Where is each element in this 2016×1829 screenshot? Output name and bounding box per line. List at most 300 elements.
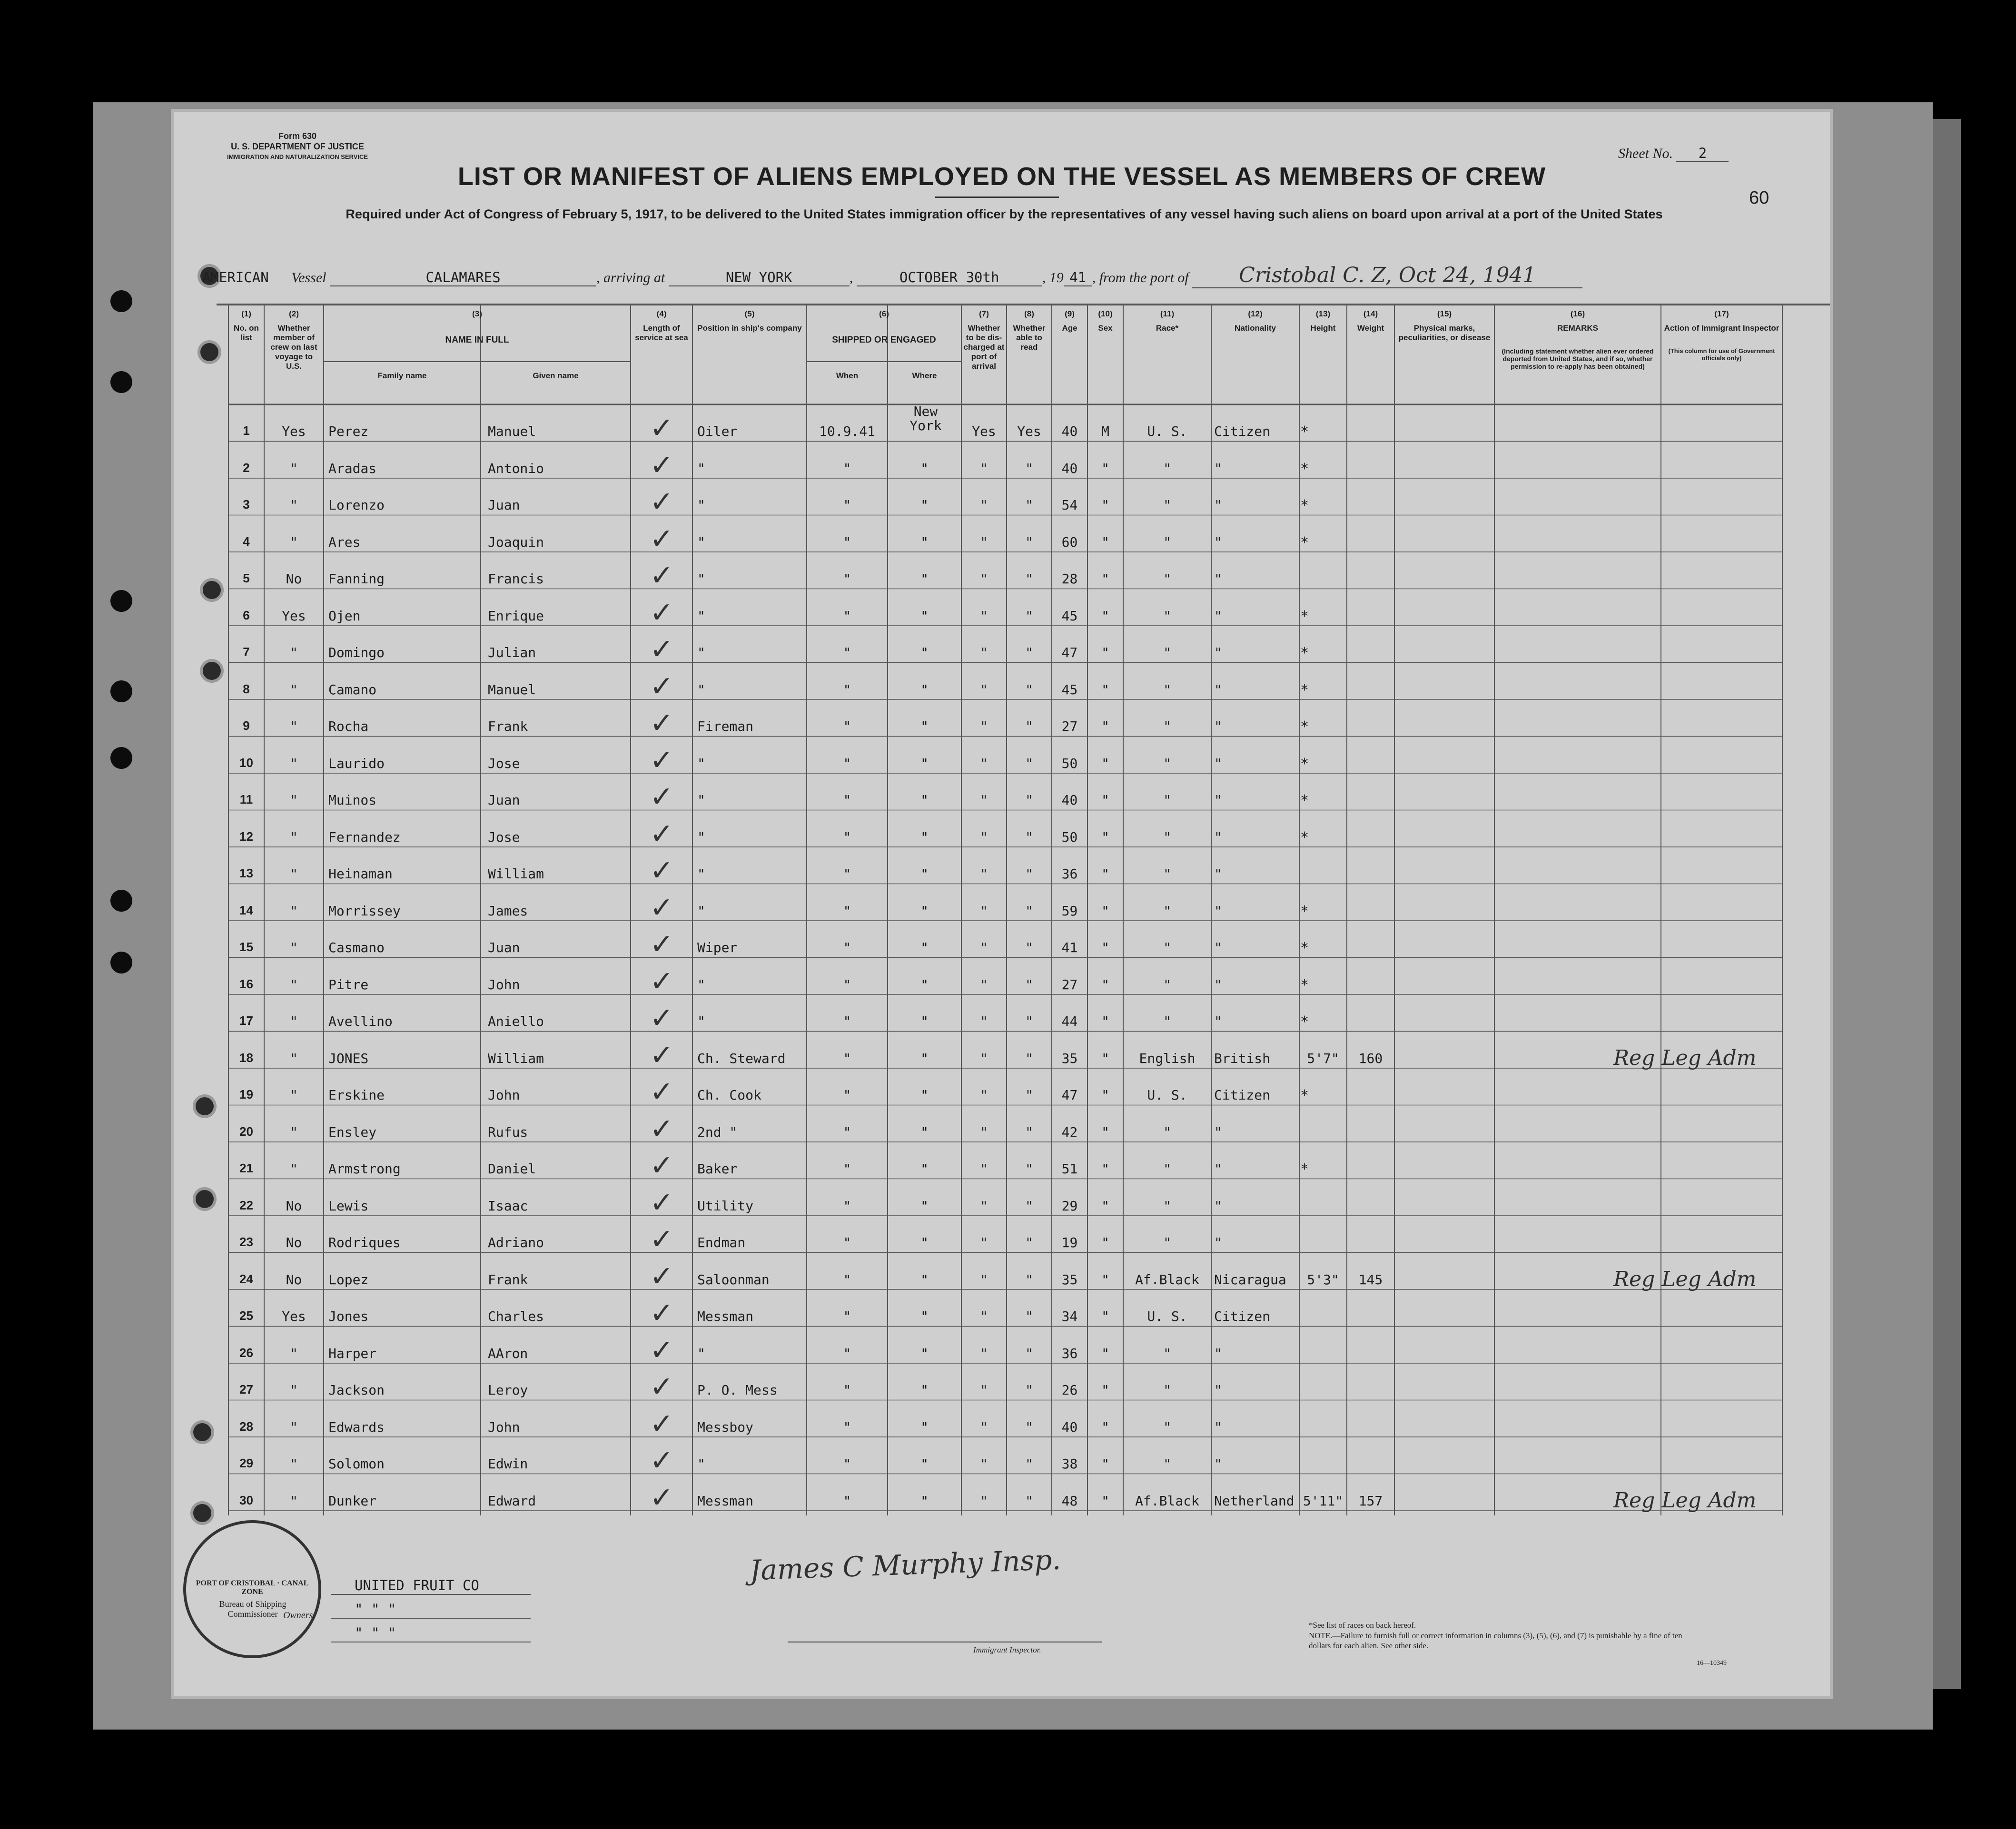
race: " bbox=[1163, 1161, 1171, 1177]
given-name: John bbox=[488, 1087, 520, 1103]
position: " bbox=[697, 756, 705, 771]
sex: " bbox=[1101, 792, 1109, 808]
shipped-where: " bbox=[920, 977, 929, 993]
sex: M bbox=[1101, 423, 1109, 439]
given-name: Juan bbox=[488, 792, 520, 808]
age: 28 bbox=[1061, 571, 1078, 587]
signature-caption: Immigrant Inspector. bbox=[973, 1645, 1041, 1654]
family-name: Dunker bbox=[328, 1493, 377, 1509]
column-header: NAME IN FULL bbox=[445, 335, 509, 345]
position: Oiler bbox=[697, 423, 738, 439]
company-name: UNITED FRUIT CO bbox=[355, 1577, 479, 1593]
column-number: (6) bbox=[879, 309, 889, 318]
family-name: Erskine bbox=[328, 1087, 385, 1103]
age: 50 bbox=[1061, 756, 1078, 771]
nationality: " bbox=[1214, 1456, 1222, 1472]
check-mark-icon: ✓ bbox=[650, 1186, 674, 1219]
check-mark-icon: ✓ bbox=[650, 817, 674, 851]
shipped-when: " bbox=[843, 829, 851, 845]
race: " bbox=[1163, 1235, 1171, 1250]
stamp-outer-text: PORT OF CRISTOBAL · CANAL ZONE bbox=[196, 1579, 309, 1596]
position: " bbox=[697, 1456, 705, 1472]
nationality: " bbox=[1214, 756, 1222, 771]
last-voyage-flag: " bbox=[290, 1493, 298, 1509]
discharged-flag: " bbox=[980, 1456, 988, 1472]
row-number: 8 bbox=[243, 682, 250, 696]
nationality: Netherland bbox=[1214, 1493, 1295, 1509]
check-mark-icon: ✓ bbox=[650, 1297, 674, 1330]
last-voyage-flag: " bbox=[290, 866, 298, 882]
age: 40 bbox=[1061, 792, 1078, 808]
sex: " bbox=[1101, 718, 1109, 734]
column-subheader: When bbox=[836, 371, 859, 380]
given-name: Joaquin bbox=[488, 534, 544, 550]
sex: " bbox=[1101, 1419, 1109, 1435]
row-number: 10 bbox=[239, 756, 253, 770]
age: 35 bbox=[1061, 1051, 1078, 1066]
age: 34 bbox=[1061, 1308, 1078, 1324]
race-star: * bbox=[1300, 1161, 1309, 1178]
given-name: Frank bbox=[488, 718, 528, 734]
shipped-where: New York bbox=[909, 403, 942, 433]
column-header: Age bbox=[1062, 324, 1077, 333]
given-name: Juan bbox=[488, 940, 520, 955]
discharged-flag: " bbox=[980, 1346, 988, 1361]
age: 36 bbox=[1061, 866, 1078, 882]
given-name: James bbox=[488, 903, 528, 919]
discharged-flag: " bbox=[980, 1308, 988, 1324]
nationality: British bbox=[1214, 1051, 1271, 1066]
race-star: * bbox=[1300, 461, 1309, 477]
binder-hole bbox=[110, 371, 132, 393]
last-voyage-flag: " bbox=[290, 940, 298, 955]
race-star: * bbox=[1300, 1087, 1309, 1104]
sex: " bbox=[1101, 1124, 1109, 1140]
family-name: Heinaman bbox=[328, 866, 393, 882]
read-flag: " bbox=[1025, 1013, 1033, 1029]
last-voyage-flag: " bbox=[290, 903, 298, 919]
given-name: Antonio bbox=[488, 461, 544, 476]
race-star: * bbox=[1300, 756, 1309, 772]
row-number: 29 bbox=[239, 1456, 253, 1470]
last-voyage-flag: Yes bbox=[282, 608, 306, 624]
shipped-where: " bbox=[920, 608, 929, 624]
row-number: 22 bbox=[239, 1198, 253, 1212]
form-number: Form 630 bbox=[278, 131, 317, 141]
race: " bbox=[1163, 1013, 1171, 1029]
given-name: Manuel bbox=[488, 423, 536, 439]
family-name: Camano bbox=[328, 682, 377, 698]
nationality: " bbox=[1214, 866, 1222, 882]
nationality: " bbox=[1214, 829, 1222, 845]
sex: " bbox=[1101, 1087, 1109, 1103]
family-name: Rocha bbox=[328, 718, 369, 734]
last-voyage-flag: " bbox=[290, 1161, 298, 1177]
discharged-flag: " bbox=[980, 682, 988, 698]
race: " bbox=[1163, 1382, 1171, 1398]
check-mark-icon: ✓ bbox=[650, 928, 674, 961]
shipped-where: " bbox=[920, 571, 929, 587]
shipped-where: " bbox=[920, 866, 929, 882]
read-flag: " bbox=[1025, 866, 1033, 882]
position: Ch. Cook bbox=[697, 1087, 761, 1103]
given-name: Frank bbox=[488, 1272, 528, 1288]
position: Utility bbox=[697, 1198, 754, 1214]
race: " bbox=[1163, 1419, 1171, 1435]
column-header: Position in ship's company bbox=[697, 324, 802, 333]
race: Af.Black bbox=[1135, 1493, 1199, 1509]
position: " bbox=[697, 829, 705, 845]
last-voyage-flag: No bbox=[286, 1198, 302, 1214]
read-flag: " bbox=[1025, 1382, 1033, 1398]
given-name: John bbox=[488, 1419, 520, 1435]
shipped-when: " bbox=[843, 1124, 851, 1140]
discharged-flag: " bbox=[980, 829, 988, 845]
manifest-page bbox=[174, 112, 1830, 1696]
column-number: (11) bbox=[1160, 309, 1175, 318]
voyage-line: AMERICAN Vessel CALAMARES , arriving at NEW YORK , OCTOBER 30th , 19 41 , from the port of Cristobal C. Z, Oct 24, 1941 bbox=[202, 263, 1820, 288]
check-mark-icon: ✓ bbox=[650, 596, 674, 629]
sex: " bbox=[1101, 1013, 1109, 1029]
last-voyage-flag: " bbox=[290, 829, 298, 845]
shipped-where: " bbox=[920, 718, 929, 734]
given-name: William bbox=[488, 1051, 544, 1066]
position: 2nd " bbox=[697, 1124, 738, 1140]
age: 47 bbox=[1061, 645, 1078, 660]
position: Fireman bbox=[697, 718, 754, 734]
shipped-where: " bbox=[920, 1456, 929, 1472]
column-number: (10) bbox=[1098, 309, 1113, 318]
race: " bbox=[1163, 718, 1171, 734]
check-mark-icon: ✓ bbox=[650, 522, 674, 556]
shipped-when: " bbox=[843, 756, 851, 771]
race: " bbox=[1163, 977, 1171, 993]
given-name: Jose bbox=[488, 829, 520, 845]
shipped-where: " bbox=[920, 682, 929, 698]
position: Messman bbox=[697, 1308, 754, 1324]
shipped-when: " bbox=[843, 645, 851, 660]
position: " bbox=[697, 461, 705, 476]
race: " bbox=[1163, 1124, 1171, 1140]
binder-hole bbox=[110, 747, 132, 769]
read-flag: " bbox=[1025, 1198, 1033, 1214]
column-header: REMARKS bbox=[1557, 324, 1598, 333]
discharged-flag: " bbox=[980, 497, 988, 513]
company-line bbox=[331, 1618, 531, 1619]
family-name: Perez bbox=[328, 423, 369, 439]
family-name: Morrissey bbox=[328, 903, 401, 919]
read-flag: Yes bbox=[1017, 423, 1041, 439]
row-number: 14 bbox=[239, 903, 253, 917]
column-subheader: Where bbox=[912, 371, 937, 380]
check-mark-icon: ✓ bbox=[650, 1002, 674, 1035]
position: " bbox=[697, 534, 705, 550]
given-name: Manuel bbox=[488, 682, 536, 698]
shipped-when: " bbox=[843, 534, 851, 550]
column-note: (This column for use of Government officials only) bbox=[1668, 347, 1775, 362]
sex: " bbox=[1101, 1308, 1109, 1324]
check-mark-icon: ✓ bbox=[650, 559, 674, 592]
last-voyage-flag: Yes bbox=[282, 423, 306, 439]
position: Saloonman bbox=[697, 1272, 770, 1288]
column-number: (16) bbox=[1570, 309, 1585, 318]
sex: " bbox=[1101, 1051, 1109, 1066]
nationality: " bbox=[1214, 792, 1222, 808]
last-voyage-flag: " bbox=[290, 461, 298, 476]
row-number: 26 bbox=[239, 1346, 253, 1360]
age: 41 bbox=[1061, 940, 1078, 955]
race: " bbox=[1163, 903, 1171, 919]
age: 42 bbox=[1061, 1124, 1078, 1140]
row-number: 5 bbox=[243, 571, 250, 585]
read-flag: " bbox=[1025, 977, 1033, 993]
given-name: Francis bbox=[488, 571, 544, 587]
shipped-where: " bbox=[920, 792, 929, 808]
position: " bbox=[697, 571, 705, 587]
family-name: Harper bbox=[328, 1346, 377, 1361]
discharged-flag: " bbox=[980, 1161, 988, 1177]
company-ditto-1: " " " bbox=[355, 1601, 396, 1617]
column-number: (17) bbox=[1714, 309, 1729, 318]
column-header: Weight bbox=[1357, 324, 1384, 333]
age: 26 bbox=[1061, 1382, 1078, 1398]
given-name: William bbox=[488, 866, 544, 882]
read-flag: " bbox=[1025, 829, 1033, 845]
discharged-flag: " bbox=[980, 1013, 988, 1029]
shipped-when: " bbox=[843, 497, 851, 513]
discharged-flag: " bbox=[980, 866, 988, 882]
read-flag: " bbox=[1025, 461, 1033, 476]
position: Messman bbox=[697, 1493, 754, 1509]
last-voyage-flag: " bbox=[290, 1456, 298, 1472]
row-number: 18 bbox=[239, 1051, 253, 1065]
given-name: Edward bbox=[488, 1493, 536, 1509]
port-stamp bbox=[183, 1520, 321, 1658]
row-number: 2 bbox=[243, 461, 250, 475]
position: " bbox=[697, 497, 705, 513]
discharged-flag: " bbox=[980, 1087, 988, 1103]
sex: " bbox=[1101, 829, 1109, 845]
row-number: 17 bbox=[239, 1013, 253, 1028]
race-star: * bbox=[1300, 718, 1309, 735]
position: Baker bbox=[697, 1161, 738, 1177]
read-flag: " bbox=[1025, 1235, 1033, 1250]
age: 40 bbox=[1061, 423, 1078, 439]
position: " bbox=[697, 866, 705, 882]
family-name: Laurido bbox=[328, 756, 385, 771]
age: 38 bbox=[1061, 1456, 1078, 1472]
read-flag: " bbox=[1025, 571, 1033, 587]
discharged-flag: " bbox=[980, 1419, 988, 1435]
family-name: Jones bbox=[328, 1308, 369, 1324]
binder-hole bbox=[110, 680, 132, 702]
age: 19 bbox=[1061, 1235, 1078, 1250]
discharged-flag: " bbox=[980, 792, 988, 808]
nationality: " bbox=[1214, 903, 1222, 919]
position: " bbox=[697, 682, 705, 698]
shipped-where: " bbox=[920, 1161, 929, 1177]
given-name: Rufus bbox=[488, 1124, 528, 1140]
nationality: " bbox=[1214, 608, 1222, 624]
read-flag: " bbox=[1025, 718, 1033, 734]
family-name: Solomon bbox=[328, 1456, 385, 1472]
shipped-when: " bbox=[843, 1198, 851, 1214]
nationality: Citizen bbox=[1214, 423, 1271, 439]
given-name: Isaac bbox=[488, 1198, 528, 1214]
sex: " bbox=[1101, 756, 1109, 771]
last-voyage-flag: " bbox=[290, 534, 298, 550]
sex: " bbox=[1101, 1198, 1109, 1214]
shipped-where: " bbox=[920, 1013, 929, 1029]
race: " bbox=[1163, 829, 1171, 845]
shipped-where: " bbox=[920, 1493, 929, 1509]
last-voyage-flag: " bbox=[290, 682, 298, 698]
shipped-where: " bbox=[920, 461, 929, 476]
shipped-when: " bbox=[843, 1051, 851, 1066]
column-subheader: Family name bbox=[377, 371, 427, 380]
nationality: " bbox=[1214, 1124, 1222, 1140]
nationality: " bbox=[1214, 1382, 1222, 1398]
last-voyage-flag: " bbox=[290, 718, 298, 734]
sex: " bbox=[1101, 1346, 1109, 1361]
nationality: " bbox=[1214, 497, 1222, 513]
sex: " bbox=[1101, 461, 1109, 476]
family-name: Muinos bbox=[328, 792, 377, 808]
shipped-when: " bbox=[843, 977, 851, 993]
age: 45 bbox=[1061, 682, 1078, 698]
height: 5'3" bbox=[1307, 1272, 1339, 1288]
family-name: JONES bbox=[328, 1051, 369, 1066]
column-number: (7) bbox=[979, 309, 989, 318]
shipped-when: " bbox=[843, 1308, 851, 1324]
column-number: (14) bbox=[1363, 309, 1378, 318]
shipped-where: " bbox=[920, 756, 929, 771]
position: " bbox=[697, 1013, 705, 1029]
check-mark-icon: ✓ bbox=[650, 854, 674, 887]
column-header: SHIPPED OR ENGAGED bbox=[832, 335, 936, 345]
last-voyage-flag: " bbox=[290, 1013, 298, 1029]
vessel-nationality: AMERICAN bbox=[202, 269, 269, 285]
last-voyage-flag: " bbox=[290, 645, 298, 660]
discharged-flag: " bbox=[980, 940, 988, 955]
discharged-flag: " bbox=[980, 571, 988, 587]
height: 5'7" bbox=[1307, 1051, 1339, 1066]
race: U. S. bbox=[1147, 1308, 1187, 1324]
given-name: Aniello bbox=[488, 1013, 544, 1029]
family-name: Domingo bbox=[328, 645, 385, 660]
age: 48 bbox=[1061, 1493, 1078, 1509]
shipped-where: " bbox=[920, 1051, 929, 1066]
sex: " bbox=[1101, 571, 1109, 587]
discharged-flag: " bbox=[980, 756, 988, 771]
sex: " bbox=[1101, 1382, 1109, 1398]
penalty-note: NOTE.—Failure to furnish full or correct information in columns (3), (5), (6), and (7) is punishable by a fine of ten dollars for each alien. See other side. bbox=[1309, 1631, 1682, 1650]
age: 29 bbox=[1061, 1198, 1078, 1214]
arrival-date: OCTOBER 30th bbox=[857, 269, 1042, 286]
column-header: Physical marks, peculiarities, or disease bbox=[1398, 324, 1491, 342]
last-voyage-flag: " bbox=[290, 1346, 298, 1361]
discharged-flag: " bbox=[980, 903, 988, 919]
read-flag: " bbox=[1025, 497, 1033, 513]
service-name: IMMIGRATION AND NATURALIZATION SERVICE bbox=[227, 153, 368, 160]
shipped-when: " bbox=[843, 1272, 851, 1288]
last-voyage-flag: " bbox=[290, 1382, 298, 1398]
sheet-label: Sheet No. bbox=[1618, 146, 1673, 161]
column-header: Nationality bbox=[1235, 324, 1276, 333]
weight: 145 bbox=[1358, 1272, 1383, 1288]
column-number: (13) bbox=[1315, 309, 1331, 318]
family-name: Fernandez bbox=[328, 829, 401, 845]
page-title: LIST OR MANIFEST OF ALIENS EMPLOYED ON THE VESSEL AS MEMBERS OF CREW bbox=[457, 162, 1546, 191]
row-number: 20 bbox=[239, 1124, 253, 1139]
read-flag: " bbox=[1025, 1456, 1033, 1472]
row-number: 21 bbox=[239, 1161, 253, 1175]
nationality: " bbox=[1214, 534, 1222, 550]
row-number: 16 bbox=[239, 977, 253, 991]
row-number: 28 bbox=[239, 1419, 253, 1434]
column-header: Race* bbox=[1156, 324, 1179, 333]
shipped-where: " bbox=[920, 1124, 929, 1140]
shipped-where: " bbox=[920, 1346, 929, 1361]
department-name: U. S. DEPARTMENT OF JUSTICE bbox=[231, 142, 364, 151]
age: 45 bbox=[1061, 608, 1078, 624]
position: " bbox=[697, 608, 705, 624]
nationality: " bbox=[1214, 718, 1222, 734]
column-number: (2) bbox=[289, 309, 299, 318]
last-voyage-flag: " bbox=[290, 1051, 298, 1066]
column-number: (8) bbox=[1024, 309, 1034, 318]
family-name: Rodriques bbox=[328, 1235, 401, 1250]
discharged-flag: " bbox=[980, 1272, 988, 1288]
nationality: " bbox=[1214, 940, 1222, 955]
shipped-when: " bbox=[843, 1087, 851, 1103]
vessel-label: Vessel bbox=[291, 270, 326, 285]
shipped-where: " bbox=[920, 1198, 929, 1214]
column-subheader: Given name bbox=[533, 371, 579, 380]
race: " bbox=[1163, 756, 1171, 771]
family-name: Ojen bbox=[328, 608, 361, 624]
row-number: 27 bbox=[239, 1382, 253, 1396]
row-number: 25 bbox=[239, 1308, 253, 1323]
check-mark-icon: ✓ bbox=[650, 670, 674, 703]
age: 36 bbox=[1061, 1346, 1078, 1361]
shipped-where: " bbox=[920, 903, 929, 919]
row-number: 11 bbox=[239, 792, 253, 806]
family-name: Armstrong bbox=[328, 1161, 401, 1177]
shipped-where: " bbox=[920, 534, 929, 550]
race: " bbox=[1163, 608, 1171, 624]
position: " bbox=[697, 792, 705, 808]
last-voyage-flag: " bbox=[290, 1124, 298, 1140]
race: " bbox=[1163, 792, 1171, 808]
corner-number: 60 bbox=[1749, 188, 1769, 208]
column-header: No. on list bbox=[234, 324, 259, 342]
column-header: Sex bbox=[1098, 324, 1113, 333]
position: " bbox=[697, 977, 705, 993]
discharged-flag: " bbox=[980, 461, 988, 476]
given-name: Edwin bbox=[488, 1456, 528, 1472]
sex: " bbox=[1101, 866, 1109, 882]
given-name: Julian bbox=[488, 645, 536, 660]
row-number: 23 bbox=[239, 1235, 253, 1249]
shipped-when: " bbox=[843, 461, 851, 476]
sex: " bbox=[1101, 977, 1109, 993]
family-name: Ares bbox=[328, 534, 361, 550]
shipped-when: " bbox=[843, 1235, 851, 1250]
race-star: * bbox=[1300, 940, 1309, 956]
row-number: 7 bbox=[243, 645, 250, 659]
last-voyage-flag: No bbox=[286, 1235, 302, 1250]
